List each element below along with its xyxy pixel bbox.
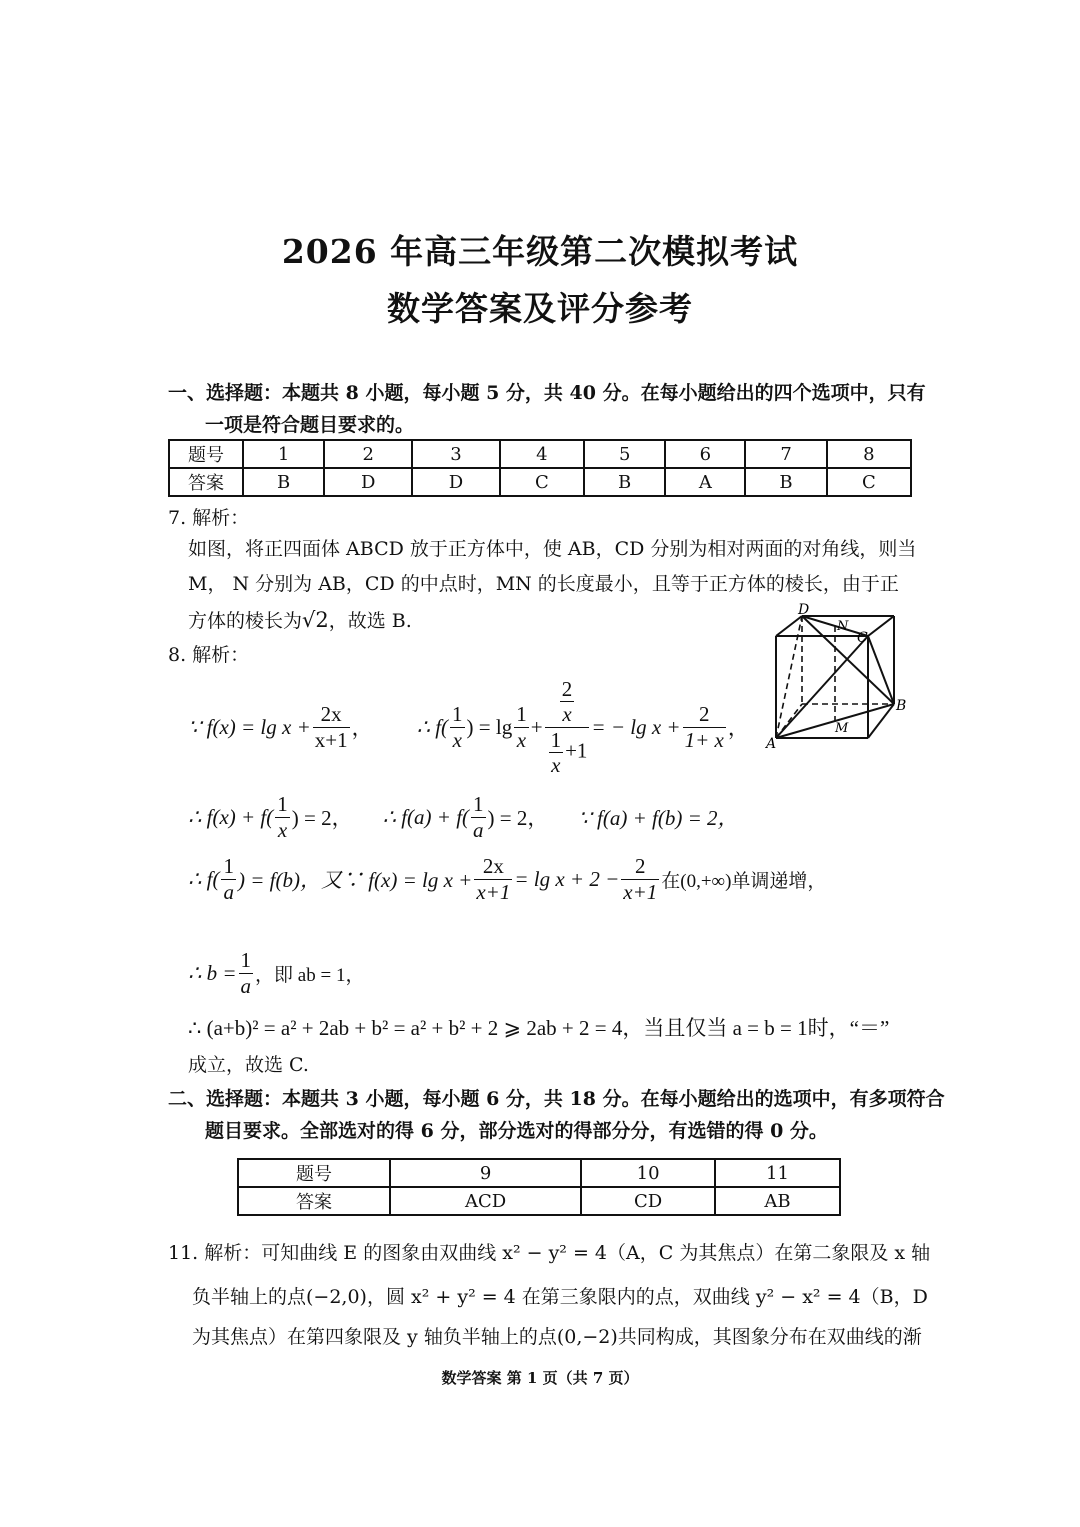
frac-den: x [277,817,288,842]
frac-den: x [516,727,527,752]
table-cell: 4 [500,440,584,468]
formula-text: + [530,714,543,739]
table-cell: 1 [243,440,324,468]
table-cell: 6 [665,440,745,468]
frac-den: a [240,973,252,998]
formula-text: ) = f(b)，又∵ f(x) = lg x + [237,868,473,892]
section2-heading: 二、选择题：本题共 3 小题，每小题 6 分，共 18 分。在每小题给出的选项中，有多项符合 [168,1088,945,1110]
formula-text: ) = 2， [291,806,353,830]
q8-conclusion: 成立，故选 C. [188,1054,309,1076]
table-cell: 8 [827,440,911,468]
formula-text: ∵ f(a) + f(b) = 2， [578,806,739,830]
table-header-cell: 题号 [238,1159,390,1187]
fraction [239,948,254,997]
frac-num: 1 [452,702,463,727]
table-row [169,468,911,496]
cube-figure [762,600,912,750]
fraction [313,702,350,751]
q7-label: 7. 解析： [168,507,250,529]
frac-den [545,728,590,777]
frac-num: 2x [313,702,350,727]
table-cell: 9 [390,1159,581,1187]
table-cell: 3 [412,440,500,468]
section1-heading-cont: 一项是符合题目要求的。 [205,414,415,436]
fraction [560,677,575,726]
frac-num [545,677,590,727]
q7-radical: √2 [302,608,329,632]
q8-eq-line5: ∴ (a+b)² = a² + 2ab + b² = a² + b² + 2 ⩾ 2ab + 2 = 4，当且仅当 a = b = 1时，“＝” [188,1016,890,1040]
formula-text: ∵ f(x) = lg x + [188,714,311,739]
frac-den: x+1 [314,727,348,752]
table-header-cell: 答案 [238,1187,390,1215]
formula-text: 在(0,+∞)单调递增， [661,870,827,892]
frac-num: 1 [277,792,288,817]
fraction [450,702,465,751]
q8-eq-line1 [188,672,749,782]
q7-line3 [188,606,412,633]
table-cell: 7 [745,440,826,468]
fraction [471,792,486,841]
table-cell: 5 [584,440,665,468]
frac-num: 1 [473,792,484,817]
frac-den: x [551,752,561,777]
frac-num: 2 [621,854,659,879]
table-cell: B [584,468,665,496]
fraction [474,854,512,903]
table-cell: C [827,468,911,496]
table-cell: CD [581,1187,715,1215]
table-cell: D [412,468,500,496]
frac-den: x [562,702,572,727]
table-cell: A [665,468,745,496]
frac-den: 1+ x [684,727,724,752]
frac-num: 1 [240,948,252,973]
section2-heading-cont: 题目要求。全部选对的得 6 分，部分选对的得部分分，有选错的得 0 分。 [205,1120,828,1142]
frac-den: a [473,817,484,842]
formula-text: ) = lg [466,714,513,739]
q7-line3-prefix: 方体的棱长为 [188,610,303,632]
fraction [549,728,564,777]
table-cell: B [745,468,826,496]
table-cell: 11 [715,1159,840,1187]
fraction [221,854,236,903]
section1-heading: 一、选择题：本题共 8 小题，每小题 5 分，共 40 分。在每小题给出的四个选项中，只有 [168,382,926,404]
fraction [514,702,529,751]
q8-eq-line3 [188,852,826,906]
cube-label-D: D [798,602,810,618]
frac-den: a [223,879,234,904]
table-header-cell: 题号 [169,440,243,468]
formula-text: ∴ f( [416,714,449,739]
cube-label-B: B [896,698,907,714]
page-footer: 数学答案 第 1 页（共 7 页） [441,1369,639,1387]
formula-text: ∴ f(x) + f( [188,804,274,829]
formula-text: ) = 2， [487,806,549,830]
cube-label-A: A [766,736,777,750]
frac-den: x+1 [476,879,511,904]
table-cell: ACD [390,1187,581,1215]
q8-eq-line4 [188,946,364,1000]
table-row [238,1187,840,1215]
table-row [238,1159,840,1187]
frac-num: 1 [516,702,527,727]
fraction [275,792,290,841]
table-cell: AB [715,1187,840,1215]
q8-label: 8. 解析： [168,644,250,666]
q7-line1: 如图，将正四面体 ABCD 放于正方体中，使 AB，CD 分别为相对两面的对角线，则当 [188,538,917,560]
formula-text: ，即 ab = 1， [255,964,365,986]
formula-text: ， [351,716,373,740]
table-cell: 2 [324,440,412,468]
table-row [169,440,911,468]
q11-line3: 为其焦点）在第四象限及 y 轴负半轴上的点(0,−2)共同构成，其图象分布在双曲线的渐 [192,1326,922,1348]
q7-line2: M， N 分别为 AB，CD 的中点时，MN 的长度最小，且等于正方体的棱长，由于正 [188,573,899,595]
table-cell: C [500,468,584,496]
frac-num: 2 [561,677,573,702]
formula-text: ∴ b = [188,960,237,985]
cube-label-C: C [857,630,868,646]
table-cell: 10 [581,1159,715,1187]
formula-text: = lg x + 2 − [514,866,620,891]
frac-num: 2 [683,702,726,727]
frac-den: x [452,727,462,752]
cube-label-N: N [837,619,849,634]
q8-eq-line2 [188,790,739,844]
formula-text: +1 [565,737,588,762]
cube-label-M: M [835,721,849,736]
fraction [621,854,659,903]
formula-text: ∴ f(a) + f( [382,804,470,829]
q11-line1: 11. 解析：可知曲线 E 的图象由双曲线 x² − y² = 4（A，C 为其焦点）在第二象限及 x 轴 [168,1242,931,1264]
q7-line3-suffix: ，故选 B. [328,610,412,632]
frac-num: 1 [223,854,234,879]
exam-title: 2026 年高三年级第二次模拟考试 [281,232,799,271]
q11-line2: 负半轴上的点(−2,0)，圆 x² + y² = 4 在第三象限内的点，双曲线 y² − x² = 4（B，D [192,1286,928,1308]
table-cell: D [324,468,412,496]
fraction [683,702,726,751]
table-cell: B [243,468,324,496]
compound-fraction [545,677,590,777]
formula-text: = − lg x + [591,714,681,739]
formula-text: ∴ f( [188,866,220,891]
frac-num: 1 [550,727,562,752]
frac-num: 2x [474,854,512,879]
section2-answer-table [237,1158,841,1216]
table-header-cell: 答案 [169,468,243,496]
formula-text: ， [727,716,749,740]
frac-den: x+1 [623,879,658,904]
document-subtitle: 数学答案及评分参考 [387,289,693,328]
section1-answer-table [168,439,912,497]
